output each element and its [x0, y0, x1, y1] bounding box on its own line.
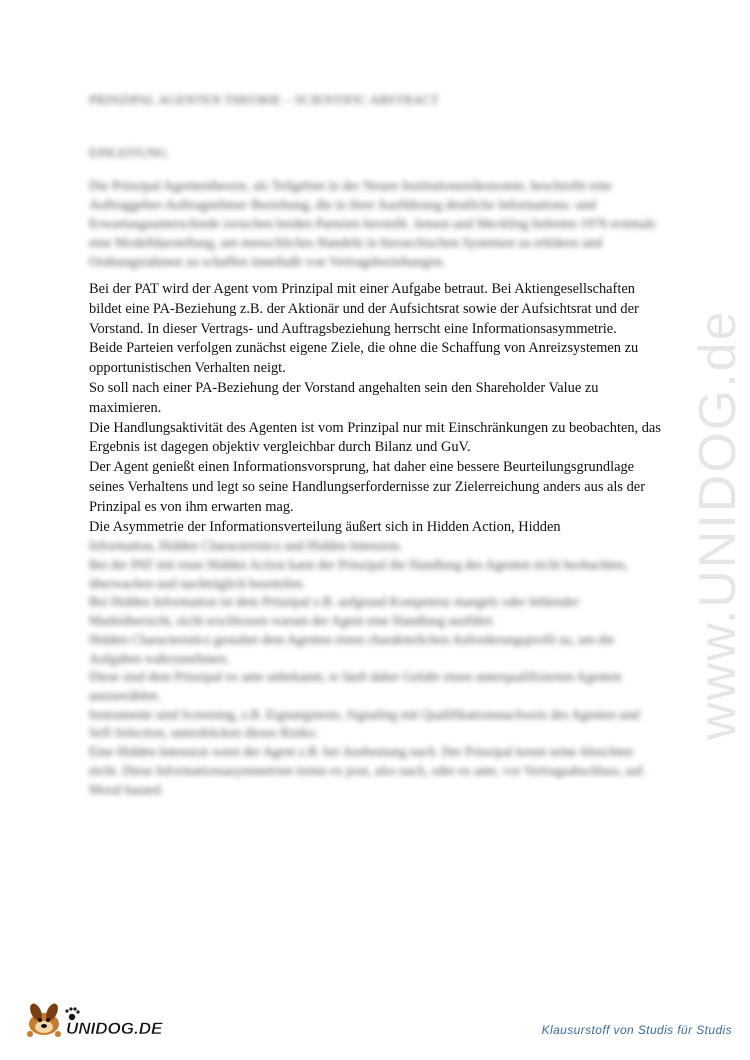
body-paragraph: Die Asymmetrie der Informationsverteilung äußert sich in Hidden Action, Hidden [89, 518, 561, 535]
blurred-paragraph: Information, Hidden Characteristics und Hidden Intension. [89, 538, 403, 554]
blurred-paragraph: Hidden Characteristics gestaltet dem Agenten einen charakterlichen Anforderungsprofil zu, um die Aufgaben wahrzunehmen. [89, 631, 615, 666]
logo-text: UNIDOG.DE [66, 1019, 163, 1038]
blurred-paragraph: Eine Hidden Intension weist der Agent z.B. bei Ausbeutung nach. Der Prinzipal kennt seine Absichten nicht. Diese Informationsasymmetrien treten ex post, also nach, oder ex ante, vor Vertragsabschluss, auf. [89, 744, 646, 778]
document-title: PRINZIPAL AGENTEN THEORIE – SCIENTIFIC ABSTRACT [89, 92, 440, 107]
intro-paragraph: Die Prinzipal Agententheorie, als Teilgebiet in der Neuen Institutionenökonomie, beschreibt eine Auftraggeber-Auftragnehmer Beziehung, die in ihrer Ausführung deutliche Informations- und Erwartungsunterschiede zwischen beiden Parteien herstellt. Jensen und Meckling lieferten 1976 erstmals eine Modelldarstellung, um menschliches Handeln in hierarchischen Systemen zu erklären und Ordnungsrahmen zu schaffen innerhalb von Vertragsbeziehungen. [89, 178, 656, 269]
body-paragraph: Der Agent genießt einen Informationsvorsprung, hat daher eine bessere Beurteilungsgrundlage seines Verhaltens und legt so seine Handlungserfordernisse zur Zielerreichung anders aus als der Prinzipal es von ihm erwarten mag. [89, 459, 645, 515]
blurred-paragraph: Instrumente sind Screening, z.B. Eignungstests, Signaling mit Qualifikationsnachweis des Agenten und Self-Selection, unterdrücken dieses Risiko. [89, 706, 640, 741]
body-paragraph: Bei der PAT wird der Agent vom Prinzipal mit einer Aufgabe betraut. Bei Aktiengesellschaften bildet eine PA-Beziehung z.B. der Aktionär und der Aufsichtsrat sowie der Aufsichtsrat und der Vorstand. In dieser Vertrags- und Auftragsbeziehung herrscht eine Informationsasymmetrie. [89, 281, 639, 337]
body-paragraph: So soll nach einer PA-Beziehung der Vorstand angehalten sein den Shareholder Value zu maximieren. [89, 379, 599, 416]
section-heading: EINLEITUNG [89, 145, 167, 160]
blurred-text-block [89, 537, 664, 799]
watermark-text: www.UNIDOG.de [689, 309, 747, 740]
blurred-paragraph: Bei Hidden Information ist dem Prinzipal z.B. aufgrund Kompetenz mangels oder fehlender Marktübersicht, nicht erschlossen warum der Agent eine Handlung ausführt. [89, 594, 579, 629]
blurred-paragraph: Diese sind dem Prinzipal ex ante unbekannt, er läuft daher Gefahr einen unterqualifizierten Agenten auszuwählen. [89, 669, 622, 703]
body-paragraph: Die Handlungsaktivität des Agenten ist vom Prinzipal nur mit Einschränkungen zu beobachten, das Ergebnis ist dagegen objektiv vergleichbar durch Bilanz und GuV. [89, 419, 661, 456]
unidog-logo[interactable] [22, 990, 182, 1040]
footer-tagline: Klausurstoff von Studis für Studis [541, 1023, 732, 1037]
dog-mascot-icon [27, 1002, 61, 1037]
blurred-paragraph: Bei der PAT mit einer Hidden Action kann der Prinzipal die Handlung des Agenten nicht beobachten, überwachen und nachträglich beurteilen. [89, 557, 628, 591]
body-text [89, 280, 664, 799]
blurred-paragraph: Moral hazard. [89, 781, 164, 797]
body-paragraph: Beide Parteien verfolgen zunächst eigene Ziele, die ohne die Schaffung von Anreizsystemen zu opportunistischen Verhalten neigt. [89, 340, 639, 377]
